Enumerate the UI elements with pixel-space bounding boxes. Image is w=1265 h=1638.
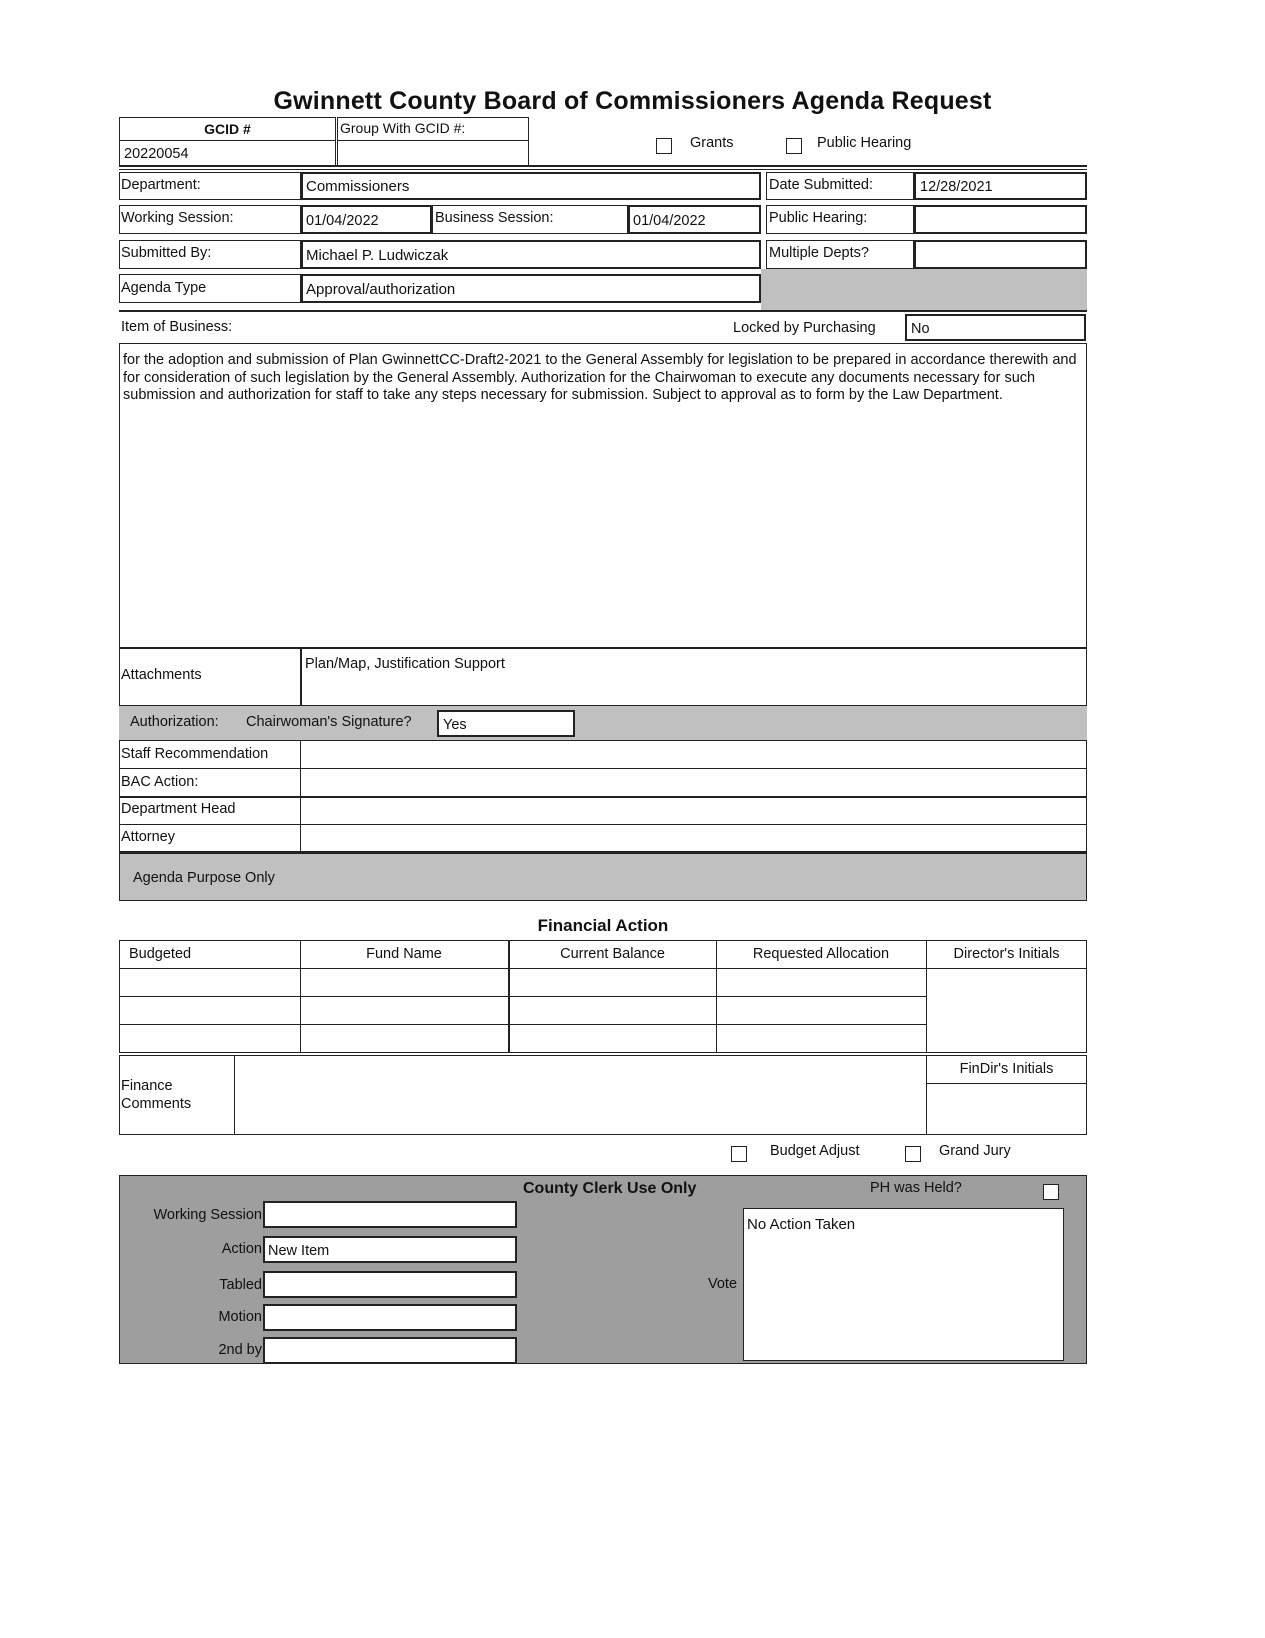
ph-held-checkbox[interactable] (1043, 1184, 1059, 1200)
date-submitted-label: Date Submitted: (769, 177, 873, 193)
attachments-value: Plan/Map, Justification Support (305, 656, 505, 672)
bac-action-field[interactable] (302, 769, 1086, 795)
attorney-label: Attorney (121, 829, 175, 845)
working-session-value: 01/04/2022 (306, 213, 379, 229)
group-gcid-label: Group With GCID #: (340, 120, 466, 136)
public-hearing-date-field[interactable] (914, 205, 1087, 234)
item-of-business-label: Item of Business: (121, 319, 233, 335)
form-title: Gwinnett County Board of Commissioners Agenda Request (273, 87, 992, 115)
business-session-label: Business Session: (435, 210, 554, 226)
budgeted-column-header: Budgeted (129, 946, 192, 962)
locked-by-purchasing-value: No (911, 321, 930, 337)
bac-action-label: BAC Action: (121, 774, 199, 790)
agenda-type-value: Approval/authorization (306, 281, 456, 298)
item-of-business-text: for the adoption and submission of Plan GwinnettCC-Draft2-2021 to the General Assembly for legislation to be prepared in accordance therewith and for consideration of such legislation by the General Assembly. Authorization for the Chairwoman to execute any documents necessary for such submission and authorization for staff to take any steps necessary for submission. Subject to approval as to form by the Law Department. (123, 352, 1077, 403)
gcid-label: GCID # (204, 121, 251, 137)
chairwoman-signature-label: Chairwoman's Signature? (246, 714, 412, 730)
multiple-depts-label: Multiple Depts? (769, 245, 869, 261)
clerk-tabled-label: Tabled (219, 1277, 262, 1293)
locked-by-purchasing-field[interactable] (905, 314, 1086, 341)
clerk-motion-label: Motion (218, 1309, 262, 1325)
locked-by-purchasing-label: Locked by Purchasing (733, 320, 876, 336)
fund-name-column-header: Fund Name (366, 946, 442, 962)
gcid-value[interactable]: 20220054 (124, 146, 189, 162)
attachments-label: Attachments (121, 667, 202, 683)
county-clerk-heading: County Clerk Use Only (523, 1180, 697, 1197)
department-head-field[interactable] (302, 798, 1086, 823)
requested-allocation-column-header: Requested Allocation (752, 946, 890, 962)
chairwoman-signature-value: Yes (443, 717, 467, 733)
grants-label: Grants (690, 135, 734, 151)
public-hearing-date-label: Public Hearing: (769, 210, 868, 226)
clerk-action-value: New Item (268, 1243, 330, 1259)
clerk-vote-label: Vote (708, 1276, 738, 1292)
finance-comments-field[interactable] (236, 1056, 925, 1134)
clerk-working-session-label: Working Session (153, 1207, 262, 1223)
submitted-by-value: Michael P. Ludwiczak (306, 247, 449, 264)
current-balance-column-header: Current Balance (560, 946, 665, 962)
department-label: Department: (121, 177, 201, 193)
clerk-vote-value: No Action Taken (747, 1216, 856, 1233)
submitted-by-label: Submitted By: (121, 245, 212, 261)
working-session-label: Working Session: (121, 210, 234, 226)
authorization-label: Authorization: (130, 714, 219, 730)
staff-recommendation-field[interactable] (302, 741, 1086, 767)
directors-initials-column-header: Director's Initials (953, 946, 1060, 962)
grants-checkbox[interactable] (656, 138, 672, 154)
department-head-label: Department Head (121, 801, 236, 817)
public-hearing-checkbox[interactable] (786, 138, 802, 154)
agenda-purpose-label: Agenda Purpose Only (133, 870, 275, 886)
budget-adjust-label: Budget Adjust (770, 1143, 860, 1159)
ph-held-label: PH was Held? (870, 1180, 962, 1196)
financial-action-heading: Financial Action (537, 916, 669, 935)
clerk-tabled-field[interactable] (263, 1271, 517, 1298)
clerk-working-session-field[interactable] (263, 1201, 517, 1228)
findir-initials-label: FinDir's Initials (959, 1061, 1054, 1077)
attorney-field[interactable] (302, 825, 1086, 850)
clerk-action-label: Action (221, 1241, 262, 1257)
budget-adjust-checkbox[interactable] (731, 1146, 747, 1162)
business-session-value: 01/04/2022 (633, 213, 706, 229)
clerk-second-label: 2nd by (218, 1342, 262, 1358)
finance-comments-label: Finance Comments (121, 1078, 192, 1112)
findir-initials-field[interactable] (927, 1085, 1086, 1134)
multiple-depts-field[interactable] (914, 240, 1087, 269)
grand-jury-label: Grand Jury (939, 1143, 1011, 1159)
public-hearing-label: Public Hearing (817, 135, 912, 151)
agenda-type-label: Agenda Type (121, 280, 207, 296)
clerk-second-field[interactable] (263, 1337, 517, 1364)
grand-jury-checkbox[interactable] (905, 1146, 921, 1162)
staff-recommendation-label: Staff Recommendation (121, 746, 269, 762)
department-value: Commissioners (306, 178, 410, 195)
date-submitted-value: 12/28/2021 (920, 179, 993, 195)
clerk-motion-field[interactable] (263, 1304, 517, 1331)
agenda-type-gray-area (761, 269, 1087, 311)
